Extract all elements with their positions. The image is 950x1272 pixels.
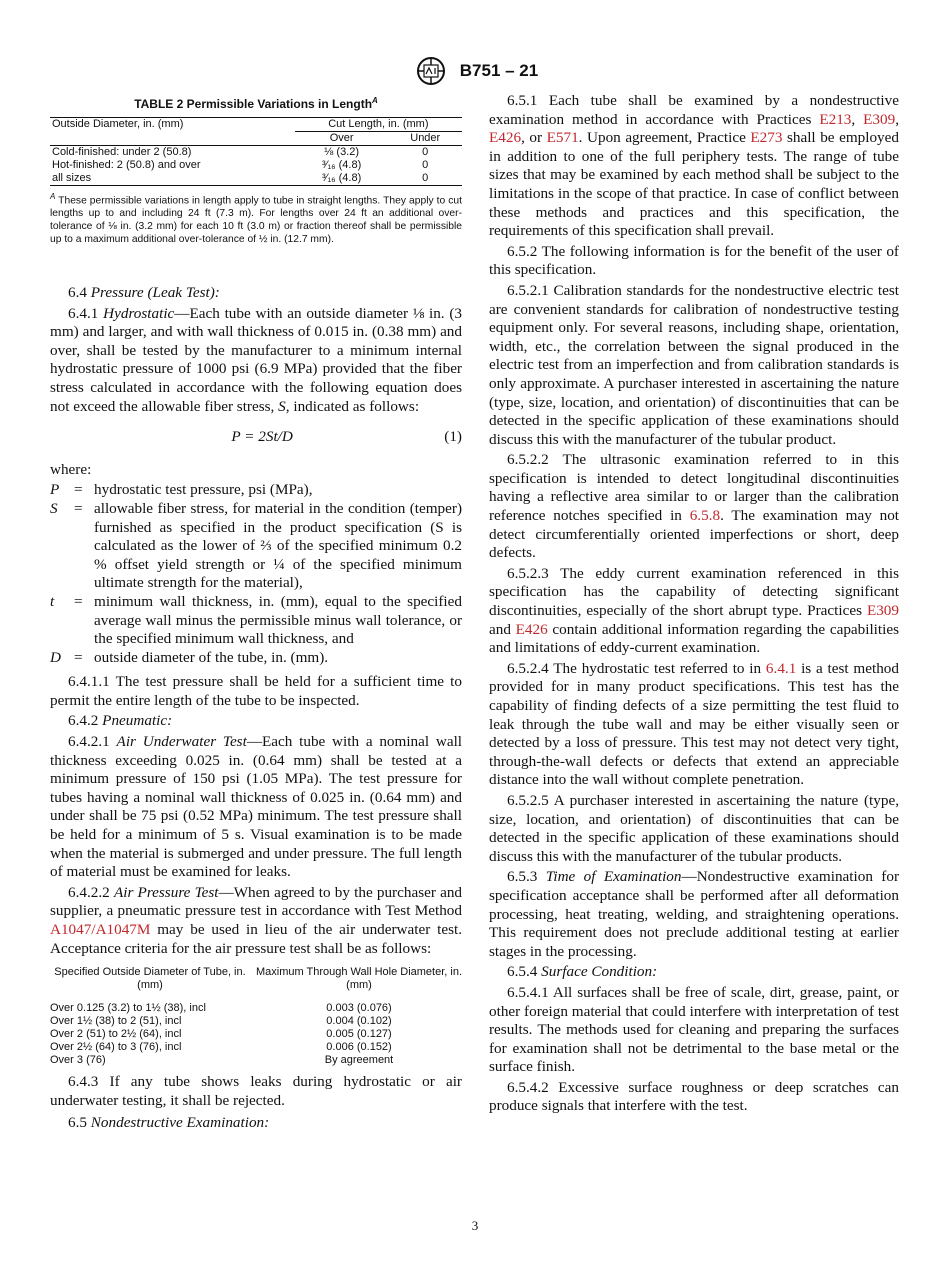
document-id: B751 – 21 xyxy=(459,61,539,80)
table-2-footnote: $^A$ These permissible variations in length apply to tube in straight lengths. They apply to cut lengths up to and including 24 ft (7.3 m). For lengths over 24 ft an additional over-tolerance of ⅛ in. (3.2 mm) for each 10 ft (3.0 m) or fraction thereof shall be permissible up to a maximum additional over-tolerance of ½ in. (12.7 mm). xyxy=(50,191,462,246)
table-row: Over 2 (51) to 2½ (64), incl 0.005 (0.127) xyxy=(50,1028,392,1041)
link-e273[interactable]: E273 xyxy=(750,129,783,147)
equation-formula: P = 2St/D xyxy=(231,428,293,446)
left-column xyxy=(50,92,462,1135)
table-row: Over 3 (76) By agreement xyxy=(50,1054,394,1067)
definitions-list xyxy=(50,481,462,667)
section-6-4-1: 6.4.1 Hydrostatic—Each tube with an outside diameter ⅛ in. (3 mm) and larger, and with wall thickness of 0.015 in. (0.38 mm) and over, shall be tested by the manufacturer to a minimum internal hydrostatic pressure of 1000 psi (6.9 MPa) provided that the fiber stress calculated in accordance with the following equation does not exceed the allowable fiber stress, S, indicated as follows: xyxy=(50,304,462,415)
link-e309[interactable]: E309 xyxy=(866,602,899,620)
section-6-5: 6.5 Nondestructive Examination: xyxy=(68,1114,270,1132)
link-e426[interactable]: E426 xyxy=(489,129,522,147)
hole-table-header-hole: Maximum Through Wall Hole Diameter, in. (mm) xyxy=(256,966,463,992)
section-6-5-2-5: 6.5.2.5 A purchaser interested in ascertaining the nature (type, size, location, and orientation) of discontinuities that can be detected in the specific application of these examinations should discuss this with the manufacturer of the tubular products. xyxy=(489,791,899,865)
table-2-header-cut-length: Cut Length, in. (mm) xyxy=(295,117,462,131)
section-6-5-2: 6.5.2 The following information is for the benefit of the user of this specification. xyxy=(489,242,899,279)
definition-item: S = allowable fiber stress, for material in the condition (temper) furnished as specified in the product specification (S is calculated as the lower of ⅔ of the specified minimum 0.2 % offset yield strength or ¼ of the specified minimum ultimate strength for the material), xyxy=(50,499,462,592)
table-2 xyxy=(50,117,462,186)
right-column xyxy=(489,92,899,1118)
definition-item: D = outside diameter of the tube, in. (mm). xyxy=(50,648,329,666)
section-6-4-2: 6.4.2 Pneumatic: xyxy=(68,712,173,730)
equation-1 xyxy=(50,428,462,447)
section-6-4: 6.4 Pressure (Leak Test): xyxy=(68,284,220,302)
section-6-5-4-1: 6.5.4.1 All surfaces shall be free of scale, dirt, grease, paint, or other foreign material that could interfere with interpretation of test results. The methods used for cleaning and preparing the surfaces for examination shall not be detrimental to the base metal or the surface finish. xyxy=(489,983,899,1076)
section-6-5-2-3: 6.5.2.3 The eddy current examination referenced in this specification has the capability of detecting significant discontinuities, especially of the short abrupt type. Practices E309 and E426 contain additional information regarding the capabilities and limitations of eddy-current examination. xyxy=(489,564,899,657)
link-a1047[interactable]: A1047/A1047M xyxy=(50,921,151,939)
table-2-title: TABLE 2 Permissible Variations in Length$^A$ xyxy=(134,96,378,111)
section-6-5-4-2: 6.5.4.2 Excessive surface roughness or deep scratches can produce signals that interfere with the test. xyxy=(489,1078,899,1115)
table-row: Over 1½ (38) to 2 (51), incl 0.004 (0.102) xyxy=(50,1015,392,1028)
table-2-header-over: Over xyxy=(295,131,389,145)
table-row: all sizes ³⁄₁₆ (4.8) 0 xyxy=(50,172,462,186)
hole-diameter-table xyxy=(50,966,462,1067)
table-row: Over 0.125 (3.2) to 1½ (38), incl 0.003 (0.076) xyxy=(50,1002,392,1015)
section-6-4-2-2: 6.4.2.2 Air Pressure Test—When agreed to by the purchaser and supplier, a pneumatic pressure test in accordance with Test Method A1047/A1047M may be used in lieu of the air underwater test. Acceptance criteria for the air pressure test shall be as follows: xyxy=(50,883,463,957)
section-6-5-2-2: 6.5.2.2 The ultrasonic examination referred to in this specification is intended to detect longitudinal discontinuities having a reflective area similar to or larger than the calibration reference notches specified in 6.5.8. The examination may not detect circumferentially oriented imperfections or short, deep defects. xyxy=(489,451,900,562)
link-e571[interactable]: E571 xyxy=(546,129,579,147)
section-6-4-1-1: 6.4.1.1 The test pressure shall be held for a sufficient time to permit the entire length of the tube to be inspected. xyxy=(50,673,462,709)
equation-number: (1) xyxy=(444,428,462,446)
table-row: Hot-finished: 2 (50.8) and over ³⁄₁₆ (4.8) 0 xyxy=(52,158,429,171)
link-6-5-8[interactable]: 6.5.8 xyxy=(689,507,721,525)
link-e426[interactable]: E426 xyxy=(515,620,548,638)
section-6-5-3: 6.5.3 Time of Examination—Nondestructive examination for specification acceptance shall be performed after all deformation processing, heat treating, welding, and straightening operations. This requirement does not preclude additional testing at earlier stages in the processing. xyxy=(489,868,900,960)
table-row: Over 2½ (64) to 3 (76), incl 0.006 (0.152) xyxy=(50,1041,392,1054)
link-6-4-1[interactable]: 6.4.1 xyxy=(765,659,797,677)
table-2-header-od: Outside Diameter, in. (mm) xyxy=(50,117,295,145)
definition-item: P = hydrostatic test pressure, psi (MPa), xyxy=(50,481,313,499)
section-6-4-3: 6.4.3 If any tube shows leaks during hydrostatic or air underwater testing, it shall be rejected. xyxy=(50,1073,462,1109)
section-6-5-2-4: 6.5.2.4 The hydrostatic test referred to in 6.4.1 is a test method provided for in many product specifications. This test has the capability of finding defects of a size permitting the test fluid to leak through the tube wall and may be either visually seen or detected by a loss of pressure. This test may not detect very tight, through-the-wall defects or defects that extend an appreciable distance into the wall without complete penetration. xyxy=(489,659,899,789)
link-e309[interactable]: E309 xyxy=(863,110,896,128)
astm-logo-icon xyxy=(412,56,450,86)
link-e213[interactable]: E213 xyxy=(819,110,852,128)
hole-table-header-od: Specified Outside Diameter of Tube, in. (mm) xyxy=(54,966,246,992)
page-number: 3 xyxy=(471,1218,479,1233)
section-6-5-2-1: 6.5.2.1 Calibration standards for the nondestructive electric test are convenient standards for calibration of nondestructive testing equipment only. For several reasons, including shape, orientation, width, etc., the correlation between the signal produced in the electric test from an imperfection and from calibration standards is only approximate. A purchaser interested in ascertaining the nature (type, size, location, and orientation) of discontinuities that can be detected in the specific application of these examinations should discuss this with the manufacturer of the tubular product. xyxy=(489,281,899,448)
table-row: Cold-finished: under 2 (50.8) ⅛ (3.2) 0 xyxy=(50,145,462,159)
section-6-5-4: 6.5.4 Surface Condition: xyxy=(507,963,658,981)
definition-item: t = minimum wall thickness, in. (mm), equal to the specified average wall minus the permissible minus wall tolerance, or the specified minimum wall thickness, and xyxy=(50,592,462,648)
section-6-4-2-1: 6.4.2.1 Air Underwater Test—Each tube with a nominal wall thickness exceeding 0.025 in. (0.64 mm) shall be tested at a minimum pressure of 150 psi (1.05 MPa). The test pressure for tubes having a nominal wall thickness of 0.025 in. (0.64 mm) and under shall be 75 psi (0.52 MPa) minimum. The test pressure shall be held for a minimum of 5 s. Visual examination is to be made when the material is submerged and under pressure. The full length of material must be examined for leaks. xyxy=(50,733,463,881)
table-2-header-under: Under xyxy=(388,131,462,145)
page-header xyxy=(0,56,950,86)
section-6-5-1: 6.5.1 Each tube shall be examined by a nondestructive examination method in accordance with Practices E213, E309, E426, or E571. Upon agreement, Practice E273 shall be employed in addition to one of the full periphery tests. The range of tube sizes that may be examined by each method shall be subject to the limitations in the scope of that practice. In case of conflict between these methods and practices and this specification, the requirements of this specification shall prevail. xyxy=(489,92,900,240)
where-label: where: xyxy=(50,460,92,478)
